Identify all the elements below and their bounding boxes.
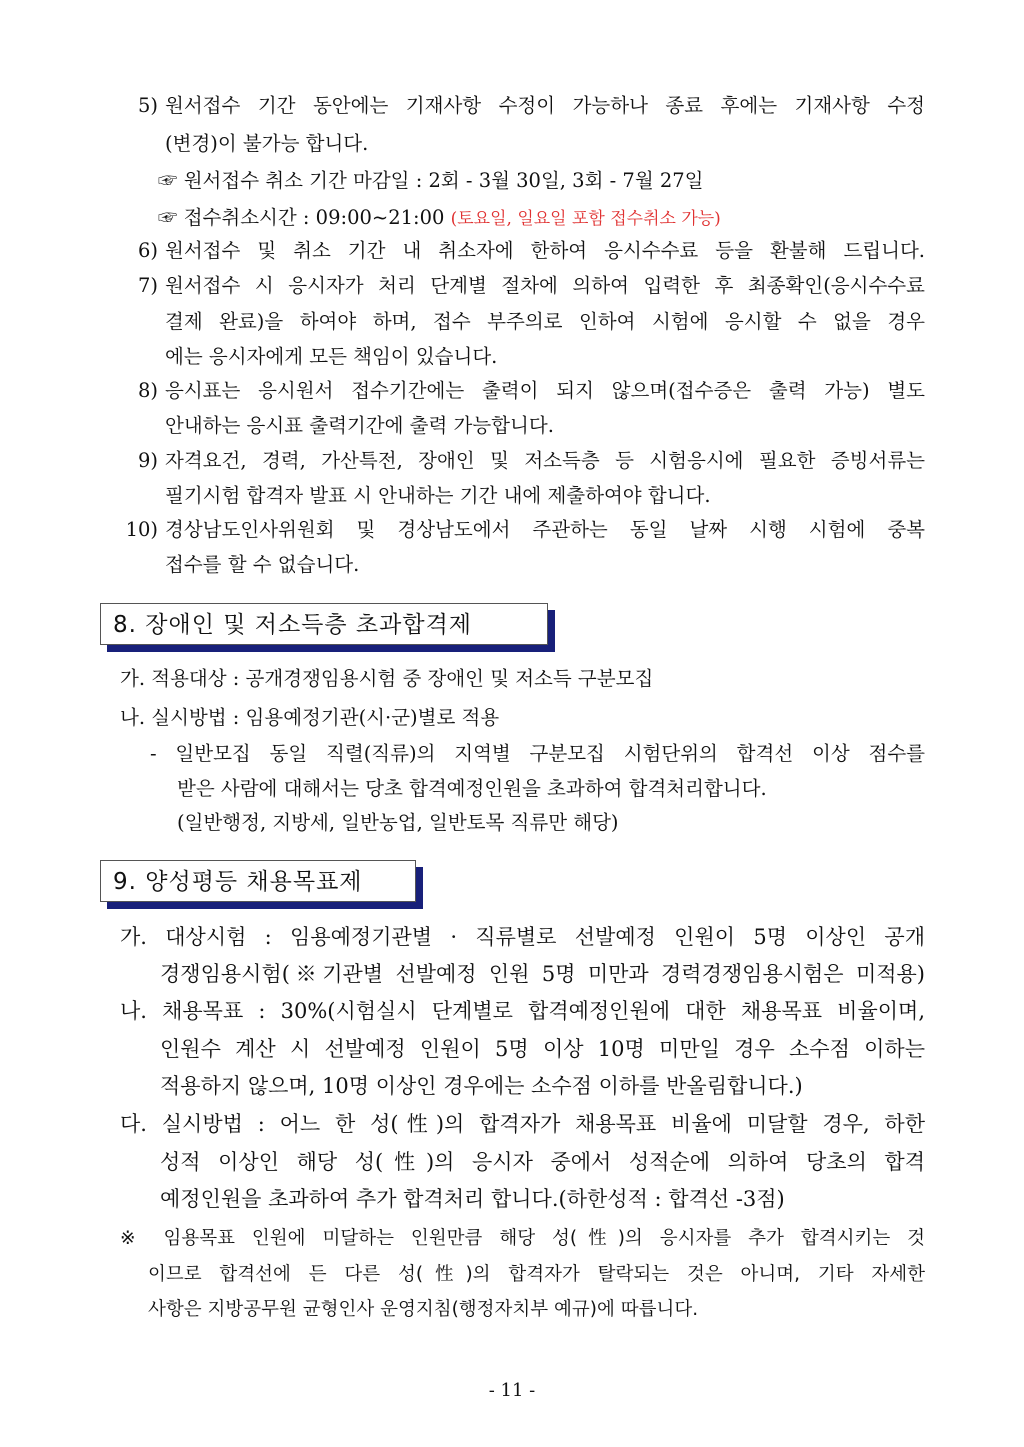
- section-9-heading: 9. 양성평등 채용목표제: [100, 860, 416, 902]
- section-9-note: 이므로 합격선에 든 다른 성(性)의 합격자가 탈락되는 것은 아니며, 기타 자세한: [148, 1264, 925, 1285]
- section-8-item: 가. 적용대상 : 공개경쟁임용시험 중 장애인 및 저소득 구분모집: [120, 667, 654, 690]
- cancel-time-text: ☞ 접수취소시간 : 09:00~21:00: [158, 206, 445, 229]
- section-8-heading: 8. 장애인 및 저소득층 초과합격제: [100, 603, 548, 645]
- cancel-time-note: [158, 205, 721, 232]
- item-text: 자격요건, 경력, 가산특전, 장애인 및 저소득층 등 시험응시에 필요한 증빙서류는: [165, 449, 925, 472]
- section-9-item: 성적 이상인 해당 성(性)의 응시자 중에서 성적순에 의하여 당초의 합격: [160, 1150, 925, 1174]
- item-text: 경상남도인사위원회 및 경상남도에서 주관하는 동일 날짜 시행 시험에 중복: [165, 518, 925, 541]
- section-8-item: 나. 실시방법 : 임용예정기관(시·군)별로 적용: [120, 706, 500, 729]
- section-9-item: 나. 채용목표 : 30%(시험실시 단계별로 합격예정인원에 대한 채용목표 비율이며,: [120, 999, 925, 1023]
- item-text: 접수를 할 수 없습니다.: [165, 553, 360, 576]
- cancel-deadline-note: ☞ 원서접수 취소 기간 마감일 : 2회 - 3월 30일, 3회 - 7월 27일: [158, 169, 704, 192]
- section-8-sub: (일반행정, 지방세, 일반농업, 일반토목 직류만 해당): [177, 811, 619, 834]
- item-text: 원서접수 기간 동안에는 기재사항 수정이 가능하나 종료 후에는 기재사항 수정: [165, 94, 925, 117]
- item-text: 필기시험 합격자 발표 시 안내하는 기간 내에 제출하여야 합니다.: [165, 484, 711, 507]
- item-number: 9): [137, 449, 158, 472]
- section-9-item: 예정인원을 초과하여 추가 합격처리 합니다.(하한성적 : 합격선 -3점): [160, 1187, 785, 1211]
- section-9-item: 인원수 계산 시 선발예정 인원이 5명 이상 10명 미만일 경우 소수점 이하는: [160, 1037, 925, 1061]
- item-text: 안내하는 응시표 출력기간에 출력 가능합니다.: [165, 414, 554, 437]
- item-text: 원서접수 및 취소 기간 내 취소자에 한하여 응시수수료 등을 환불해 드립니다.: [165, 239, 925, 262]
- section-9-item: 가. 대상시험 : 임용예정기관별 · 직류별로 선발예정 인원이 5명 이상인 공개: [120, 925, 925, 949]
- item-text: (변경)이 불가능 합니다.: [165, 132, 369, 155]
- page-number: - 11 -: [488, 1380, 536, 1401]
- section-8-sub: - 일반모집 동일 직렬(직류)의 지역별 구분모집 시험단위의 합격선 이상 점수를: [150, 742, 925, 765]
- item-text: 결제 완료)을 하여야 하며, 접수 부주의로 인하여 시험에 응시할 수 없을 경우: [165, 310, 925, 333]
- section-9-item: 경쟁임용시험(※기관별 선발예정 인원 5명 미만과 경력경쟁임용시험은 미적용): [160, 962, 925, 986]
- item-text: 에는 응시자에게 모든 책임이 있습니다.: [165, 345, 498, 368]
- section-9-item: 다. 실시방법 : 어느 한 성(性)의 합격자가 채용목표 비율에 미달할 경우, 하한: [120, 1112, 925, 1136]
- item-number: 5): [137, 94, 158, 117]
- section-9-note: ※ 임용목표 인원에 미달하는 인원만큼 해당 성(性)의 응시자를 추가 합격시키는 것: [120, 1228, 925, 1249]
- section-9-item: 적용하지 않으며, 10명 이상인 경우에는 소수점 이하를 반올림합니다.): [160, 1074, 803, 1098]
- item-text: 응시표는 응시원서 접수기간에는 출력이 되지 않으며(접수증은 출력 가능) 별도: [165, 379, 925, 402]
- section-9-note: 사항은 지방공무원 균형인사 운영지침(행정자치부 예규)에 따릅니다.: [148, 1299, 699, 1320]
- item-number: 6): [137, 239, 158, 262]
- section-8-sub: 받은 사람에 대해서는 당초 합격예정인원을 초과하여 합격처리합니다.: [177, 777, 767, 800]
- item-number: 10): [125, 518, 158, 541]
- cancel-weekend-note: (토요일, 일요일 포함 접수취소 가능): [450, 209, 721, 229]
- item-number: 7): [137, 274, 158, 297]
- item-text: 원서접수 시 응시자가 처리 단계별 절차에 의하여 입력한 후 최종확인(응시수수료: [165, 274, 925, 297]
- item-number: 8): [137, 379, 158, 402]
